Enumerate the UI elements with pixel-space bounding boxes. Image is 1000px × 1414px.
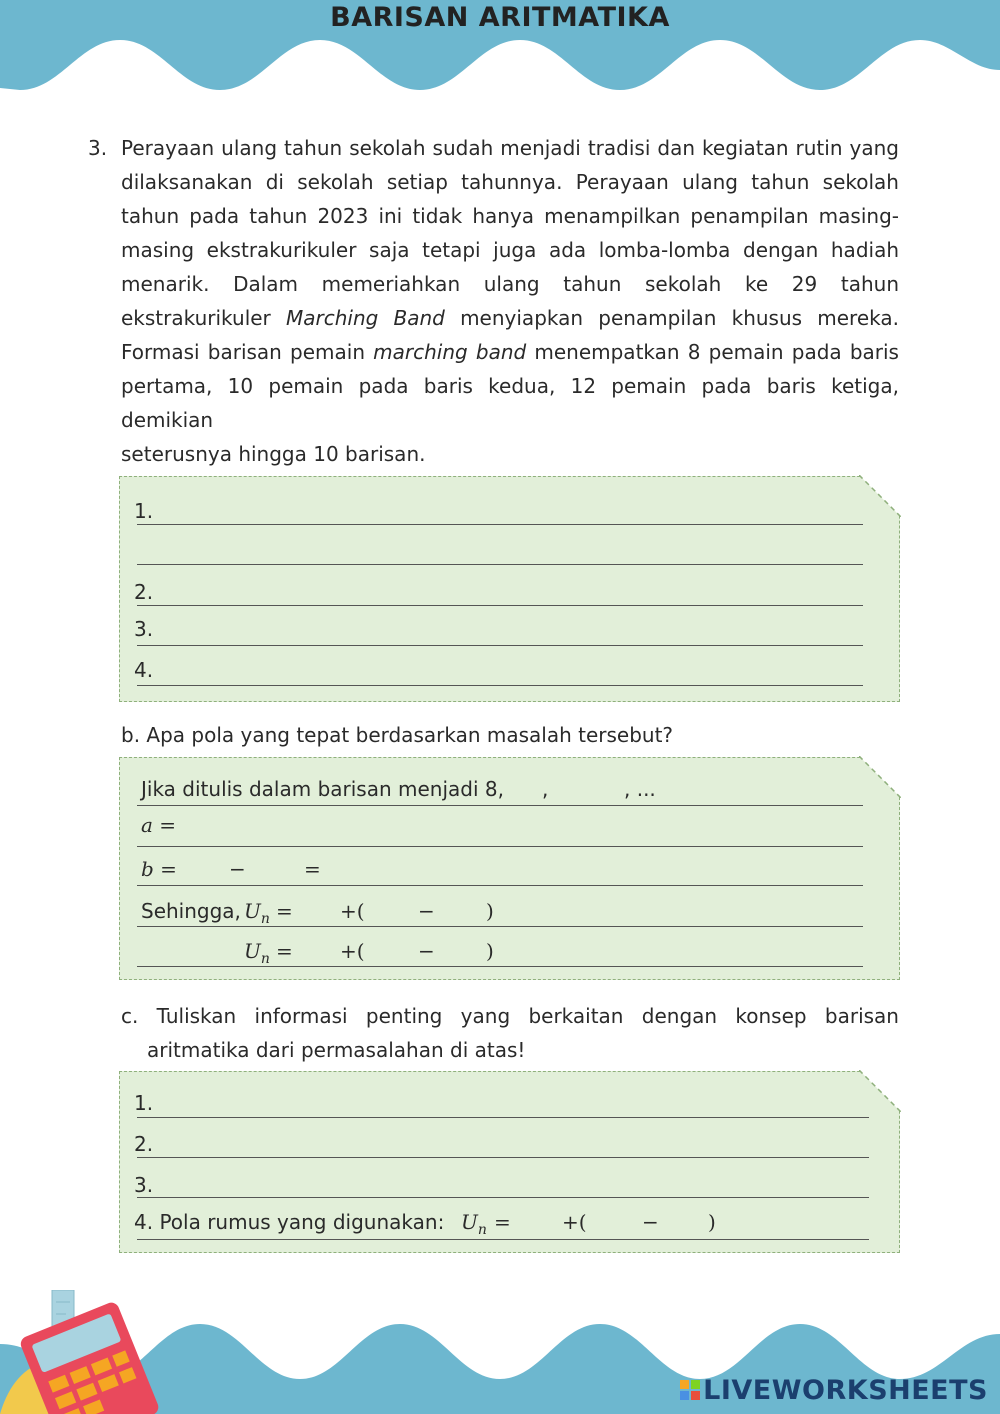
difference-label: b = xyxy=(141,857,177,881)
liveworksheets-logo xyxy=(680,1375,988,1406)
part-a-answer-line-3[interactable] xyxy=(137,645,863,646)
sehingga-label: Sehingga, xyxy=(141,899,241,923)
part-c-answer-line-2[interactable] xyxy=(137,1157,869,1158)
part-c-prompt xyxy=(121,999,899,1067)
un-formula-label: $U_n$ xyxy=(244,939,270,967)
formula-answer-line-1[interactable] xyxy=(137,926,863,927)
liveworksheets-logo-text: LIVEWORKSHEETS xyxy=(703,1375,988,1406)
close-paren: ) xyxy=(486,899,494,923)
sequence-comma: , xyxy=(542,777,549,801)
part-c-prompt-line: aritmatika dari permasalahan di atas! xyxy=(147,1038,526,1062)
plus-open-paren: +( xyxy=(562,1210,587,1234)
part-a-item-label: 1. xyxy=(134,499,154,523)
un-equals: = xyxy=(276,939,293,963)
part-c-item4-label: 4. Pola rumus yang digunakan: xyxy=(134,1210,445,1234)
close-paren: ) xyxy=(486,939,494,963)
difference-minus: − xyxy=(229,857,246,881)
question-text xyxy=(121,131,899,505)
part-a-item-label: 3. xyxy=(134,617,154,641)
question-line: tahun pada tahun 2023 ini tidak hanya menampilkan penampilan masing- xyxy=(121,204,899,228)
un-formula-label: $U_n$ xyxy=(244,899,270,927)
part-c-item-label: 1. xyxy=(134,1091,154,1115)
formula-minus: − xyxy=(642,1210,659,1234)
difference-answer-line[interactable] xyxy=(137,885,863,886)
part-b-prompt: b. Apa pola yang tepat berdasarkan masalah tersebut? xyxy=(121,723,674,747)
part-a-item-label: 2. xyxy=(134,580,154,604)
formula-minus: − xyxy=(418,899,435,923)
question-line: dilaksanakan di sekolah setiap tahunnya. Perayaan ulang tahun sekolah xyxy=(121,170,899,194)
plus-open-paren: +( xyxy=(340,899,365,923)
formula-answer-line-2[interactable] xyxy=(137,966,863,967)
question-line: menarik. Dalam memeriahkan ulang tahun sekolah ke 29 tahun xyxy=(121,272,899,296)
question-number: 3. xyxy=(88,136,108,160)
calculator-icon xyxy=(0,1290,170,1414)
page-title: BARISAN ARITMATIKA xyxy=(330,2,670,33)
first-term-answer-line[interactable] xyxy=(137,846,863,847)
box-corner-fold xyxy=(859,756,901,798)
close-paren: ) xyxy=(708,1210,716,1234)
un-formula-label: $U_n$ xyxy=(461,1210,487,1238)
un-equals: = xyxy=(276,899,293,923)
question-line: Formasi barisan pemain marching band menempatkan 8 pemain pada baris xyxy=(121,340,899,364)
part-a-answer-line-1[interactable] xyxy=(137,524,863,525)
part-c-answer-line-1[interactable] xyxy=(137,1117,869,1118)
formula-minus: − xyxy=(418,939,435,963)
part-c-prompt-line: c. Tuliskan informasi penting yang berkaitan dengan konsep barisan xyxy=(121,1004,899,1028)
part-a-answer-line-4[interactable] xyxy=(137,685,863,686)
un-equals: = xyxy=(494,1210,511,1234)
part-c-answer-line-3[interactable] xyxy=(137,1197,869,1198)
box-corner-fold xyxy=(859,475,901,517)
difference-equals: = xyxy=(304,857,321,881)
liveworksheets-logo-icon xyxy=(680,1380,700,1400)
question-line: masing ekstrakurikuler saja tetapi juga ada lomba-lomba dengan hadiah xyxy=(121,238,899,262)
question-line: Perayaan ulang tahun sekolah sudah menjadi tradisi dan kegiatan rutin yang xyxy=(121,136,899,160)
part-a-item-label: 4. xyxy=(134,658,154,682)
part-a-answer-box xyxy=(119,476,900,702)
part-a-answer-line-1b[interactable] xyxy=(137,564,863,565)
question-line: pertama, 10 pemain pada baris kedua, 12 pemain pada baris ketiga, demikian xyxy=(121,374,899,432)
plus-open-paren: +( xyxy=(340,939,365,963)
part-c-item-label: 2. xyxy=(134,1132,154,1156)
sequence-intro-text: Jika ditulis dalam barisan menjadi 8, xyxy=(141,777,504,801)
part-c-answer-line-4[interactable] xyxy=(137,1239,869,1240)
question-line: ekstrakurikuler Marching Band menyiapkan penampilan khusus mereka. xyxy=(121,306,899,330)
first-term-label: a = xyxy=(141,813,177,837)
part-a-answer-line-2[interactable] xyxy=(137,605,863,606)
part-b-answer-line-1[interactable] xyxy=(137,805,863,806)
sequence-ellipsis: , ... xyxy=(624,777,656,801)
question-line: seterusnya hingga 10 barisan. xyxy=(121,442,426,466)
box-corner-fold xyxy=(859,1070,901,1112)
part-c-item-label: 3. xyxy=(134,1173,154,1197)
